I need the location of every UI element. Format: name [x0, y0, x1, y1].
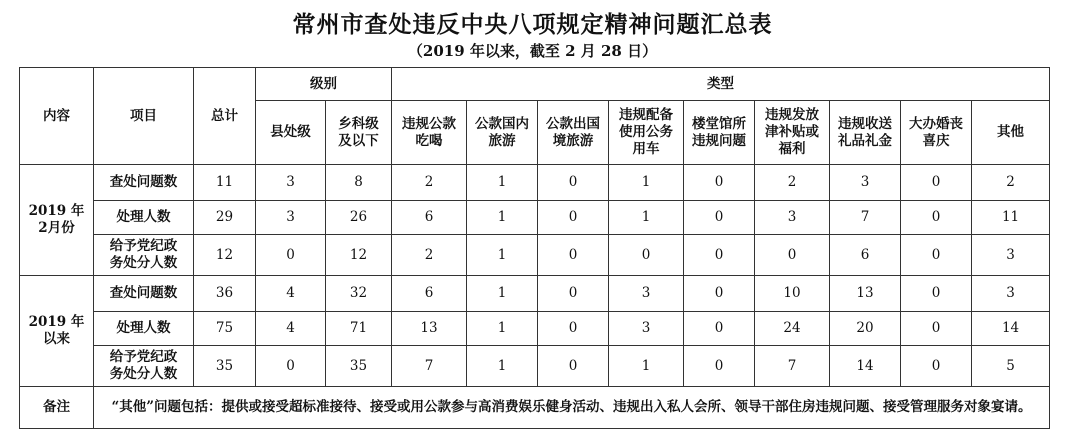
value-cell: 2: [755, 165, 830, 201]
value-cell: 1: [467, 276, 538, 312]
item-cell: 查处问题数: [94, 165, 194, 201]
value-cell: 14: [830, 346, 901, 387]
item-cell: 处理人数: [94, 201, 194, 235]
value-cell: 3: [609, 312, 684, 346]
value-cell: 0: [901, 312, 972, 346]
value-cell: 0: [901, 165, 972, 201]
value-cell: 4: [256, 312, 326, 346]
value-cell: 0: [538, 165, 609, 201]
value-cell: 1: [609, 201, 684, 235]
item-cell: 查处问题数: [94, 276, 194, 312]
value-cell: 75: [194, 312, 256, 346]
period-cell: 2019 年 2月份: [20, 165, 94, 276]
value-cell: 0: [684, 201, 755, 235]
value-cell: 14: [972, 312, 1050, 346]
value-cell: 1: [467, 201, 538, 235]
header-type: 类型: [392, 68, 1050, 101]
value-cell: 1: [467, 235, 538, 276]
value-cell: 12: [194, 235, 256, 276]
value-cell: 13: [392, 312, 467, 346]
value-cell: 0: [538, 201, 609, 235]
value-cell: 1: [467, 165, 538, 201]
header-level-1: 乡科级 及以下: [326, 101, 392, 165]
value-cell: 0: [609, 235, 684, 276]
value-cell: 0: [755, 235, 830, 276]
summary-table: [19, 67, 1050, 429]
value-cell: 35: [194, 346, 256, 387]
header-total: 总计: [194, 68, 256, 165]
value-cell: 7: [755, 346, 830, 387]
value-cell: 0: [538, 276, 609, 312]
value-cell: 1: [609, 346, 684, 387]
value-cell: 0: [538, 346, 609, 387]
value-cell: 0: [901, 276, 972, 312]
value-cell: 3: [609, 276, 684, 312]
value-cell: 0: [901, 235, 972, 276]
value-cell: 8: [326, 165, 392, 201]
header-type-3: 违规配备 使用公务 用车: [609, 101, 684, 165]
value-cell: 1: [609, 165, 684, 201]
value-cell: 0: [901, 346, 972, 387]
value-cell: 3: [256, 201, 326, 235]
value-cell: 6: [830, 235, 901, 276]
value-cell: 1: [467, 312, 538, 346]
value-cell: 0: [684, 346, 755, 387]
value-cell: 10: [755, 276, 830, 312]
value-cell: 24: [755, 312, 830, 346]
header-type-0: 违规公款 吃喝: [392, 101, 467, 165]
period-cell: 2019 年 以来: [20, 276, 94, 387]
note-text: “其他”问题包括：提供或接受超标准接待、接受或用公款参与高消费娱乐健身活动、违规出入私人会所、领导干部住房违规问题、接受管理服务对象宴请。: [94, 387, 1050, 429]
item-cell: 给予党纪政 务处分人数: [94, 235, 194, 276]
header-type-2: 公款出国 境旅游: [538, 101, 609, 165]
table-row: [20, 201, 1050, 235]
value-cell: 0: [684, 312, 755, 346]
header-content: 内容: [20, 68, 94, 165]
header-level-0: 县处级: [256, 101, 326, 165]
value-cell: 32: [326, 276, 392, 312]
item-cell: 处理人数: [94, 312, 194, 346]
value-cell: 0: [684, 276, 755, 312]
table-row: [20, 276, 1050, 312]
header-type-7: 大办婚丧 喜庆: [901, 101, 972, 165]
note-label: 备注: [20, 387, 94, 429]
value-cell: 1: [467, 346, 538, 387]
page-subtitle: （2019 年以来，截至 2 月 28 日）: [407, 42, 658, 60]
value-cell: 3: [256, 165, 326, 201]
value-cell: 2: [392, 165, 467, 201]
value-cell: 0: [256, 346, 326, 387]
value-cell: 2: [972, 165, 1050, 201]
value-cell: 0: [684, 235, 755, 276]
value-cell: 11: [194, 165, 256, 201]
table-row: [20, 346, 1050, 387]
value-cell: 7: [830, 201, 901, 235]
table-row: [20, 235, 1050, 276]
value-cell: 0: [538, 312, 609, 346]
value-cell: 4: [256, 276, 326, 312]
value-cell: 6: [392, 276, 467, 312]
value-cell: 71: [326, 312, 392, 346]
value-cell: 13: [830, 276, 901, 312]
header-level: 级别: [256, 68, 392, 101]
header-item: 项目: [94, 68, 194, 165]
value-cell: 3: [972, 235, 1050, 276]
note-row: [20, 387, 1050, 429]
page-title: 常州市查处违反中央八项规定精神问题汇总表: [292, 11, 773, 38]
value-cell: 3: [830, 165, 901, 201]
value-cell: 3: [972, 276, 1050, 312]
header-type-1: 公款国内 旅游: [467, 101, 538, 165]
header-type-6: 违规收送 礼品礼金: [830, 101, 901, 165]
value-cell: 29: [194, 201, 256, 235]
value-cell: 12: [326, 235, 392, 276]
table-row: [20, 165, 1050, 201]
value-cell: 2: [392, 235, 467, 276]
header-row-1: [20, 68, 1050, 101]
value-cell: 0: [538, 235, 609, 276]
value-cell: 0: [901, 201, 972, 235]
value-cell: 3: [755, 201, 830, 235]
value-cell: 7: [392, 346, 467, 387]
value-cell: 26: [326, 201, 392, 235]
value-cell: 0: [684, 165, 755, 201]
table-row: [20, 312, 1050, 346]
header-type-5: 违规发放 津补贴或 福利: [755, 101, 830, 165]
value-cell: 11: [972, 201, 1050, 235]
header-type-4: 楼堂馆所 违规问题: [684, 101, 755, 165]
value-cell: 20: [830, 312, 901, 346]
value-cell: 5: [972, 346, 1050, 387]
item-cell: 给予党纪政 务处分人数: [94, 346, 194, 387]
value-cell: 35: [326, 346, 392, 387]
value-cell: 6: [392, 201, 467, 235]
value-cell: 0: [256, 235, 326, 276]
value-cell: 36: [194, 276, 256, 312]
header-type-8: 其他: [972, 101, 1050, 165]
